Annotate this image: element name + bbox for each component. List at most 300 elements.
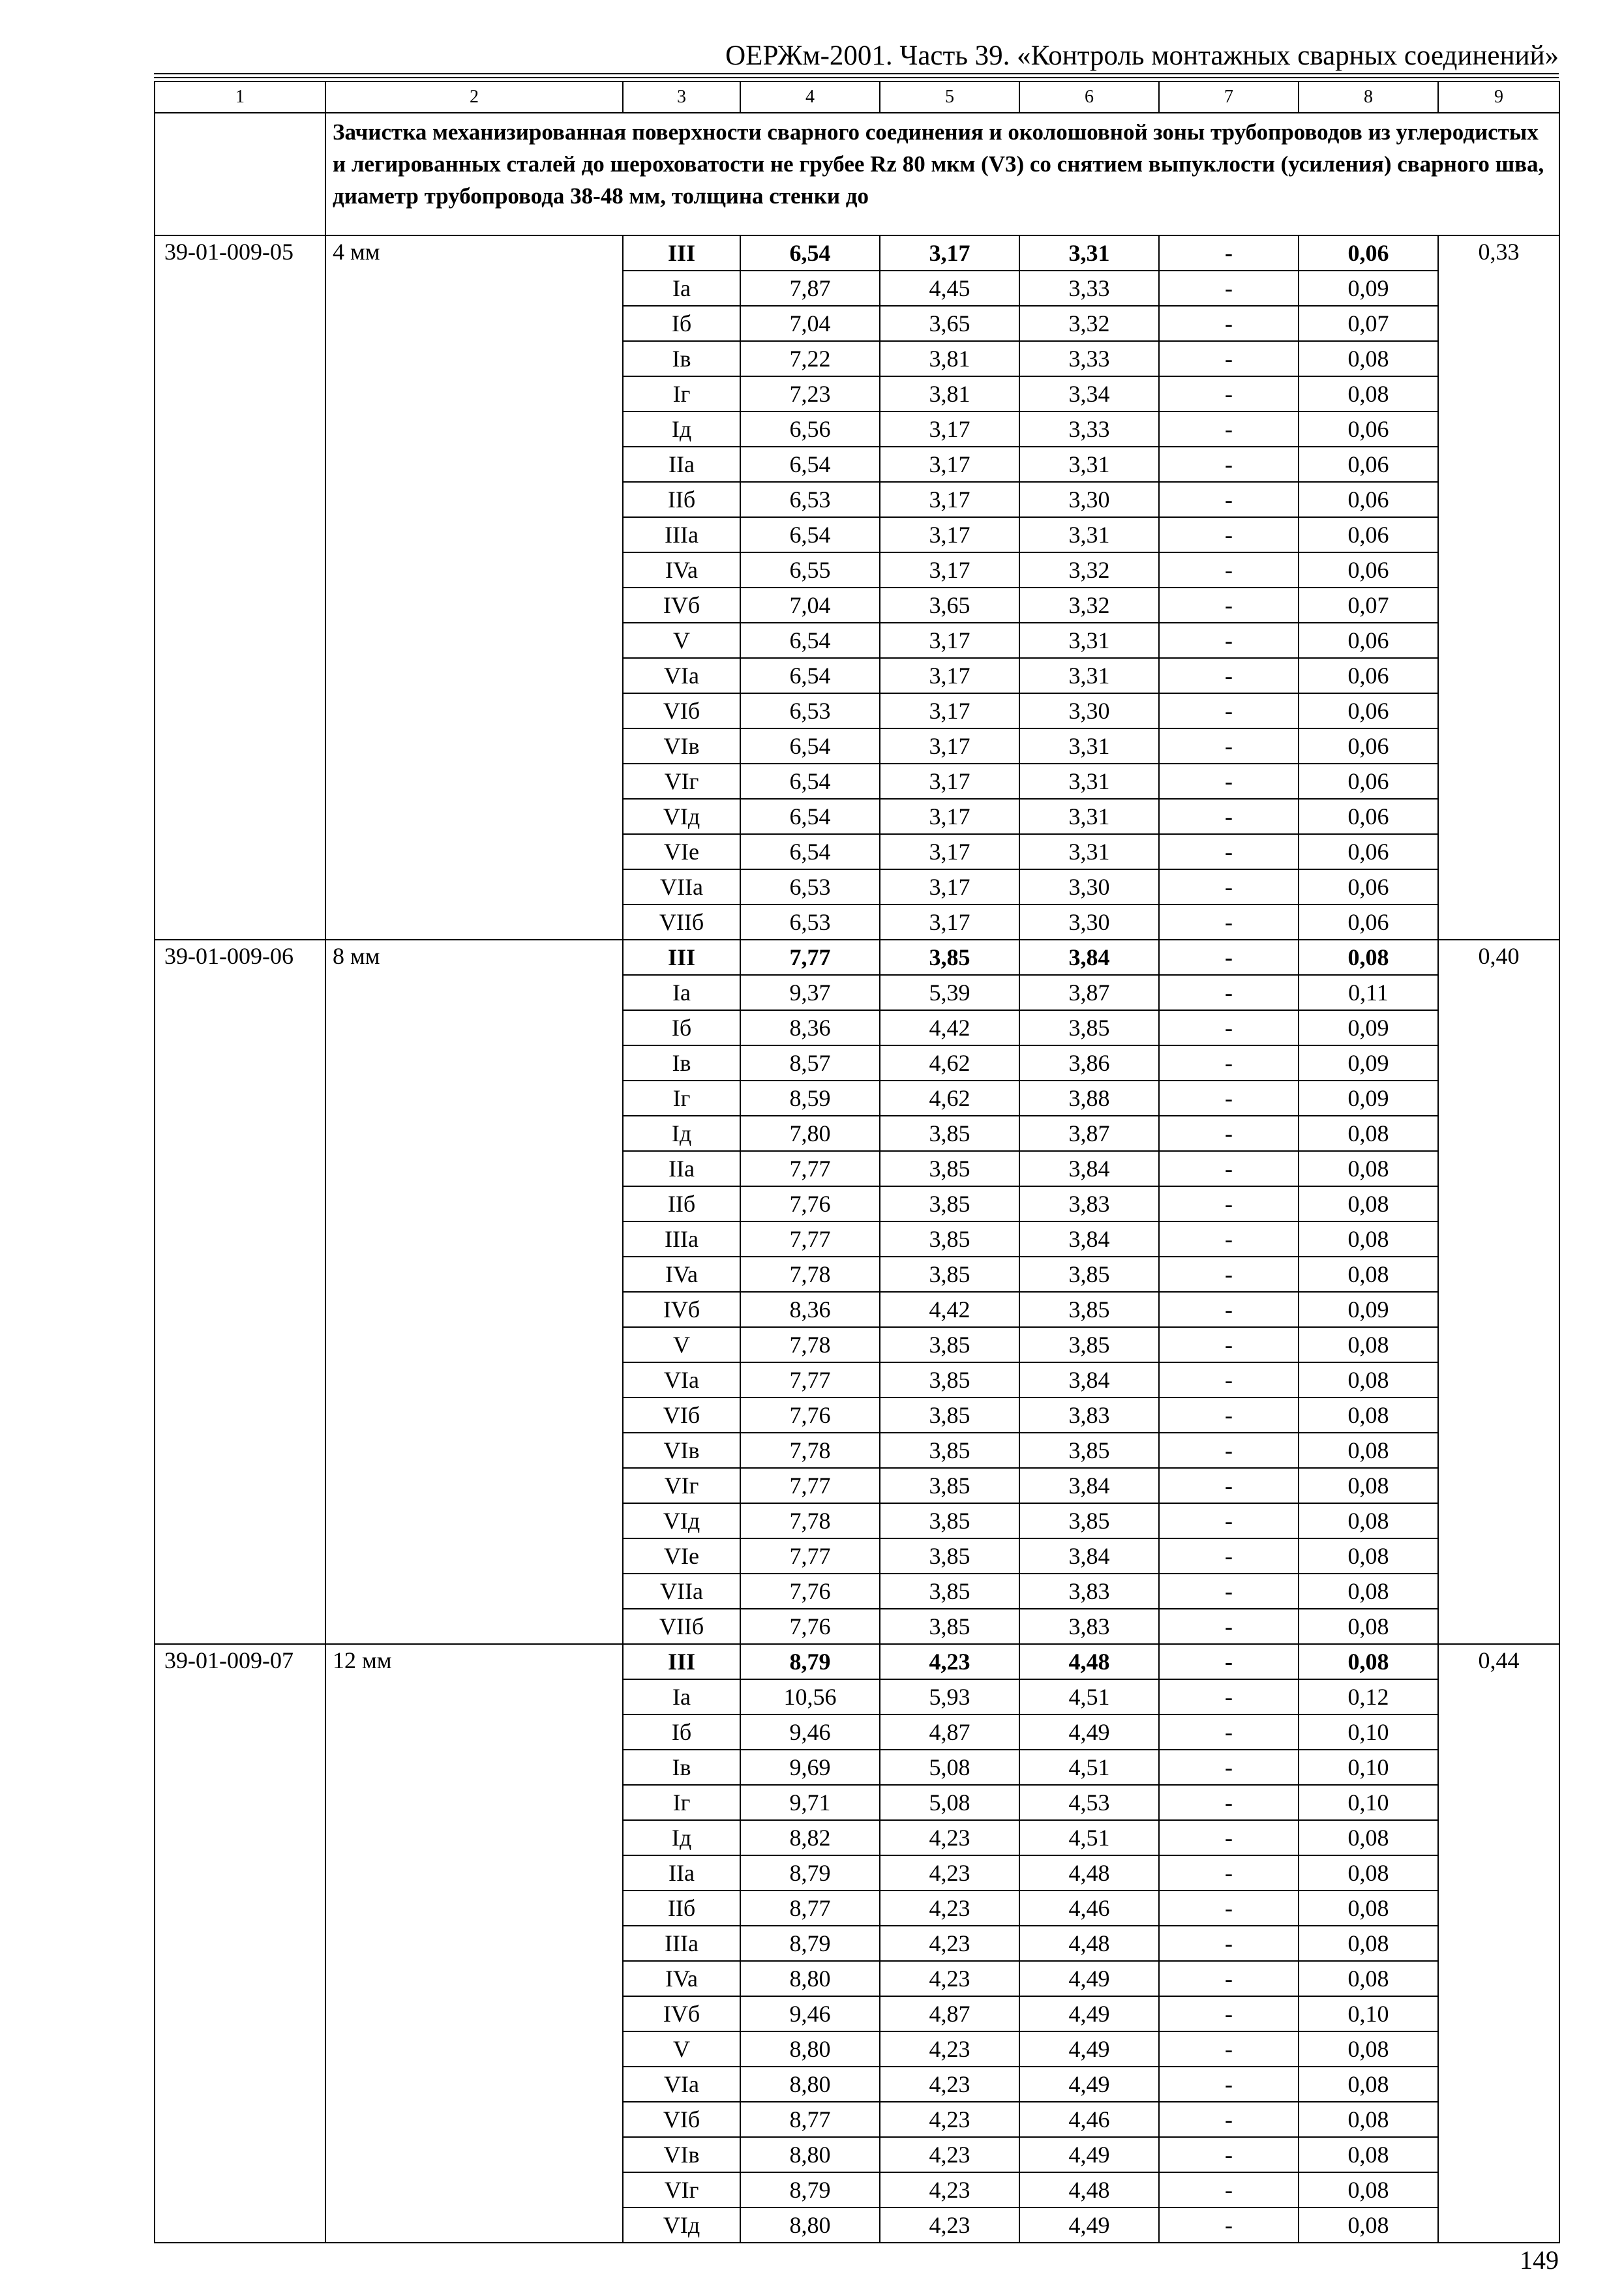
- value-col5: 4,23: [880, 2102, 1019, 2137]
- value-col6: 3,84: [1019, 940, 1159, 975]
- value-col5: 4,23: [880, 1961, 1019, 1996]
- value-col6: 4,49: [1019, 2067, 1159, 2102]
- value-col7: -: [1159, 552, 1299, 588]
- zone-cell: VIa: [623, 2067, 740, 2102]
- value-col8: 0,08: [1299, 1961, 1438, 1996]
- value-col8: 0,08: [1299, 1362, 1438, 1398]
- value-col6: 3,84: [1019, 1221, 1159, 1257]
- value-col6: 3,87: [1019, 1116, 1159, 1151]
- value-col6: 3,33: [1019, 341, 1159, 376]
- value-col5: 3,85: [880, 1362, 1019, 1398]
- value-col5: 4,23: [880, 1891, 1019, 1926]
- zone-cell: V: [623, 623, 740, 658]
- value-col4: 6,54: [740, 517, 880, 552]
- value-col4: 6,53: [740, 869, 880, 905]
- value-col8: 0,08: [1299, 1468, 1438, 1503]
- zone-cell: Iв: [623, 341, 740, 376]
- value-col5: 4,23: [880, 1644, 1019, 1679]
- zone-cell: IVб: [623, 588, 740, 623]
- zone-cell: IIa: [623, 1855, 740, 1891]
- value-col5: 3,17: [880, 447, 1019, 482]
- zone-cell: IVa: [623, 1961, 740, 1996]
- value-col6: 3,30: [1019, 482, 1159, 517]
- value-col5: 3,17: [880, 235, 1019, 271]
- value-col4: 6,54: [740, 623, 880, 658]
- value-col6: 3,85: [1019, 1327, 1159, 1362]
- value-col8: 0,06: [1299, 623, 1438, 658]
- zone-cell: Iд: [623, 1116, 740, 1151]
- value-col7: -: [1159, 1186, 1299, 1221]
- value-col4: 8,80: [740, 2067, 880, 2102]
- value-col7: -: [1159, 799, 1299, 834]
- value-col4: 6,55: [740, 552, 880, 588]
- value-col8: 0,08: [1299, 2067, 1438, 2102]
- value-col5: 3,17: [880, 411, 1019, 447]
- zone-cell: VIIб: [623, 1609, 740, 1644]
- value-col4: 8,79: [740, 1926, 880, 1961]
- zone-cell: V: [623, 1327, 740, 1362]
- zone-cell: IVa: [623, 552, 740, 588]
- value-col5: 3,17: [880, 482, 1019, 517]
- value-col4: 8,79: [740, 1644, 880, 1679]
- value-col8: 0,08: [1299, 2031, 1438, 2067]
- value-col6: 4,48: [1019, 1926, 1159, 1961]
- value-col7: -: [1159, 2137, 1299, 2172]
- zone-cell: IVб: [623, 1996, 740, 2031]
- value-col6: 3,31: [1019, 447, 1159, 482]
- rate-code: 39-01-009-07: [155, 1644, 325, 2243]
- value-col5: 4,23: [880, 2031, 1019, 2067]
- value-col7: -: [1159, 1010, 1299, 1045]
- value-col4: 8,80: [740, 2031, 880, 2067]
- value-col5: 3,17: [880, 552, 1019, 588]
- zone-cell: IVa: [623, 1257, 740, 1292]
- value-col4: 7,77: [740, 1151, 880, 1186]
- value-col5: 3,85: [880, 1221, 1019, 1257]
- header-rule-double: [154, 77, 1559, 78]
- value-col6: 4,48: [1019, 1644, 1159, 1679]
- value-col7: -: [1159, 1891, 1299, 1926]
- value-col8: 0,06: [1299, 658, 1438, 693]
- zone-cell: IIб: [623, 1186, 740, 1221]
- value-col8: 0,08: [1299, 1116, 1438, 1151]
- value-col6: 3,32: [1019, 306, 1159, 341]
- value-col4: 6,54: [740, 764, 880, 799]
- value-col8: 0,08: [1299, 940, 1438, 975]
- value-col7: -: [1159, 1327, 1299, 1362]
- value-col7: -: [1159, 1503, 1299, 1538]
- value-col8: 0,08: [1299, 341, 1438, 376]
- value-col5: 4,42: [880, 1010, 1019, 1045]
- value-col4: 7,78: [740, 1503, 880, 1538]
- value-col5: 3,85: [880, 940, 1019, 975]
- value-col4: 6,54: [740, 447, 880, 482]
- value-col8: 0,08: [1299, 1257, 1438, 1292]
- value-col7: -: [1159, 1961, 1299, 1996]
- value-col8: 0,10: [1299, 1996, 1438, 2031]
- value-col8: 0,12: [1299, 1679, 1438, 1714]
- value-col4: 7,78: [740, 1433, 880, 1468]
- value-col6: 4,49: [1019, 1996, 1159, 2031]
- value-col4: 7,77: [740, 1468, 880, 1503]
- zone-cell: III: [623, 940, 740, 975]
- value-col6: 3,85: [1019, 1257, 1159, 1292]
- value-col5: 3,17: [880, 728, 1019, 764]
- value-col7: -: [1159, 764, 1299, 799]
- value-col5: 3,85: [880, 1433, 1019, 1468]
- column-number: 2: [325, 82, 623, 113]
- zone-cell: VIa: [623, 1362, 740, 1398]
- column-number: 9: [1438, 82, 1559, 113]
- value-col8: 0,10: [1299, 1750, 1438, 1785]
- value-col6: 3,88: [1019, 1081, 1159, 1116]
- value-col7: -: [1159, 1151, 1299, 1186]
- zone-cell: VIв: [623, 1433, 740, 1468]
- value-col4: 6,54: [740, 728, 880, 764]
- value-col4: 7,77: [740, 940, 880, 975]
- value-col8: 0,06: [1299, 552, 1438, 588]
- zone-cell: Iв: [623, 1750, 740, 1785]
- value-col8: 0,08: [1299, 1221, 1438, 1257]
- value-col8: 0,06: [1299, 235, 1438, 271]
- value-col6: 3,84: [1019, 1362, 1159, 1398]
- value-col8: 0,06: [1299, 905, 1438, 940]
- value-col8: 0,08: [1299, 1327, 1438, 1362]
- value-col5: 5,93: [880, 1679, 1019, 1714]
- zone-cell: Ia: [623, 271, 740, 306]
- value-col4: 7,87: [740, 271, 880, 306]
- column-number: 8: [1299, 82, 1438, 113]
- column-number: 1: [155, 82, 325, 113]
- value-col7: -: [1159, 1362, 1299, 1398]
- value-col8: 0,06: [1299, 411, 1438, 447]
- value-col8: 0,08: [1299, 376, 1438, 411]
- zone-cell: III: [623, 1644, 740, 1679]
- value-col7: -: [1159, 1855, 1299, 1891]
- value-col7: -: [1159, 235, 1299, 271]
- value-col5: 4,87: [880, 1996, 1019, 2031]
- value-col5: 3,85: [880, 1503, 1019, 1538]
- value-col4: 9,46: [740, 1714, 880, 1750]
- value-col4: 6,54: [740, 799, 880, 834]
- value-col5: 3,85: [880, 1186, 1019, 1221]
- column-number-row: [155, 82, 1559, 113]
- value-col8: 0,11: [1299, 975, 1438, 1010]
- rates-table: [154, 81, 1560, 2243]
- value-col7: -: [1159, 2102, 1299, 2137]
- value-col4: 7,77: [740, 1362, 880, 1398]
- value-col7: -: [1159, 1574, 1299, 1609]
- value-col4: 7,23: [740, 376, 880, 411]
- value-col7: -: [1159, 2172, 1299, 2207]
- value-col7: -: [1159, 1996, 1299, 2031]
- zone-cell: Iв: [623, 1045, 740, 1081]
- value-col5: 3,65: [880, 306, 1019, 341]
- zone-cell: IIIa: [623, 1221, 740, 1257]
- zone-cell: VIв: [623, 2137, 740, 2172]
- value-col5: 3,81: [880, 341, 1019, 376]
- value-col6: 3,30: [1019, 693, 1159, 728]
- value-col8: 0,08: [1299, 2102, 1438, 2137]
- zone-cell: VIIa: [623, 1574, 740, 1609]
- value-col6: 3,86: [1019, 1045, 1159, 1081]
- value-col4: 8,77: [740, 2102, 880, 2137]
- value-col4: 7,76: [740, 1574, 880, 1609]
- column-number: 5: [880, 82, 1019, 113]
- value-col7: -: [1159, 1609, 1299, 1644]
- value-col7: -: [1159, 1433, 1299, 1468]
- zone-cell: VIб: [623, 2102, 740, 2137]
- column-number: 6: [1019, 82, 1159, 113]
- value-col5: 3,85: [880, 1398, 1019, 1433]
- value-col8: 0,08: [1299, 1609, 1438, 1644]
- value-col6: 3,33: [1019, 411, 1159, 447]
- value-col5: 3,17: [880, 693, 1019, 728]
- value-col6: 3,83: [1019, 1574, 1159, 1609]
- value-col7: -: [1159, 869, 1299, 905]
- zone-cell: VIд: [623, 2207, 740, 2243]
- zone-cell: VIa: [623, 658, 740, 693]
- value-col6: 3,85: [1019, 1292, 1159, 1327]
- value-col7: -: [1159, 306, 1299, 341]
- zone-cell: Ia: [623, 1679, 740, 1714]
- zone-cell: IIб: [623, 482, 740, 517]
- value-col5: 3,65: [880, 588, 1019, 623]
- value-col8: 0,08: [1299, 1574, 1438, 1609]
- zone-cell: VIв: [623, 728, 740, 764]
- value-col4: 7,76: [740, 1186, 880, 1221]
- value-col7: -: [1159, 834, 1299, 869]
- value-col8: 0,09: [1299, 1292, 1438, 1327]
- value-col4: 8,59: [740, 1081, 880, 1116]
- value-col6: 3,31: [1019, 764, 1159, 799]
- value-col7: -: [1159, 2067, 1299, 2102]
- value-col6: 3,33: [1019, 271, 1159, 306]
- value-col8: 0,07: [1299, 588, 1438, 623]
- value-col7: -: [1159, 1292, 1299, 1327]
- value-col7: -: [1159, 975, 1299, 1010]
- description-spacer: [155, 113, 325, 235]
- value-col5: 4,23: [880, 2172, 1019, 2207]
- zone-cell: VIд: [623, 799, 740, 834]
- zone-cell: III: [623, 235, 740, 271]
- value-col6: 3,83: [1019, 1609, 1159, 1644]
- value-col6: 3,85: [1019, 1010, 1159, 1045]
- value-col8: 0,06: [1299, 728, 1438, 764]
- value-col4: 8,79: [740, 1855, 880, 1891]
- value-col5: 3,17: [880, 764, 1019, 799]
- value-col8: 0,08: [1299, 2137, 1438, 2172]
- zone-cell: Iд: [623, 411, 740, 447]
- rate-code: 39-01-009-06: [155, 940, 325, 1644]
- value-col7: -: [1159, 1820, 1299, 1855]
- value-col7: -: [1159, 658, 1299, 693]
- value-col5: 4,23: [880, 2067, 1019, 2102]
- value-col8: 0,09: [1299, 1010, 1438, 1045]
- value-col6: 3,30: [1019, 905, 1159, 940]
- total-value: 0,44: [1438, 1644, 1559, 2243]
- value-col4: 8,36: [740, 1010, 880, 1045]
- value-col7: -: [1159, 1679, 1299, 1714]
- zone-cell: Iб: [623, 1714, 740, 1750]
- value-col5: 3,17: [880, 834, 1019, 869]
- value-col5: 4,23: [880, 1855, 1019, 1891]
- value-col8: 0,08: [1299, 1503, 1438, 1538]
- value-col4: 7,04: [740, 306, 880, 341]
- zone-cell: VIIб: [623, 905, 740, 940]
- value-col8: 0,06: [1299, 447, 1438, 482]
- value-col7: -: [1159, 1081, 1299, 1116]
- value-col7: -: [1159, 905, 1299, 940]
- value-col6: 4,46: [1019, 2102, 1159, 2137]
- value-col6: 3,84: [1019, 1151, 1159, 1186]
- value-col4: 7,76: [740, 1609, 880, 1644]
- value-col4: 8,80: [740, 1961, 880, 1996]
- value-col4: 9,69: [740, 1750, 880, 1785]
- value-col4: 6,53: [740, 693, 880, 728]
- value-col7: -: [1159, 517, 1299, 552]
- value-col5: 4,42: [880, 1292, 1019, 1327]
- value-col8: 0,08: [1299, 1538, 1438, 1574]
- value-col4: 6,54: [740, 658, 880, 693]
- value-col7: -: [1159, 2207, 1299, 2243]
- value-col6: 4,49: [1019, 1961, 1159, 1996]
- value-col4: 7,80: [740, 1116, 880, 1151]
- zone-cell: IIIa: [623, 517, 740, 552]
- value-col5: 4,23: [880, 2137, 1019, 2172]
- column-number: 4: [740, 82, 880, 113]
- zone-cell: V: [623, 2031, 740, 2067]
- header-rule: [154, 73, 1559, 74]
- value-col7: -: [1159, 1714, 1299, 1750]
- value-col8: 0,10: [1299, 1785, 1438, 1820]
- value-col7: -: [1159, 1221, 1299, 1257]
- value-col4: 8,57: [740, 1045, 880, 1081]
- value-col6: 3,85: [1019, 1433, 1159, 1468]
- value-col5: 4,62: [880, 1045, 1019, 1081]
- value-col4: 7,77: [740, 1221, 880, 1257]
- value-col8: 0,09: [1299, 1045, 1438, 1081]
- value-col7: -: [1159, 588, 1299, 623]
- value-col6: 3,31: [1019, 834, 1159, 869]
- value-col4: 8,79: [740, 2172, 880, 2207]
- value-col7: -: [1159, 1644, 1299, 1679]
- value-col6: 3,31: [1019, 623, 1159, 658]
- value-col7: -: [1159, 376, 1299, 411]
- value-col8: 0,06: [1299, 869, 1438, 905]
- value-col6: 4,46: [1019, 1891, 1159, 1926]
- value-col8: 0,08: [1299, 2172, 1438, 2207]
- value-col7: -: [1159, 271, 1299, 306]
- value-col6: 3,84: [1019, 1538, 1159, 1574]
- value-col4: 10,56: [740, 1679, 880, 1714]
- value-col4: 8,77: [740, 1891, 880, 1926]
- zone-cell: IIб: [623, 1891, 740, 1926]
- table-row: [155, 235, 1559, 271]
- description-row: [155, 113, 1559, 235]
- value-col4: 8,80: [740, 2137, 880, 2172]
- value-col5: 3,81: [880, 376, 1019, 411]
- value-col8: 0,06: [1299, 517, 1438, 552]
- value-col8: 0,06: [1299, 693, 1438, 728]
- value-col7: -: [1159, 1468, 1299, 1503]
- value-col4: 8,82: [740, 1820, 880, 1855]
- value-col4: 8,36: [740, 1292, 880, 1327]
- value-col7: -: [1159, 341, 1299, 376]
- value-col5: 3,85: [880, 1538, 1019, 1574]
- value-col6: 3,31: [1019, 799, 1159, 834]
- value-col7: -: [1159, 1785, 1299, 1820]
- value-col5: 4,23: [880, 1820, 1019, 1855]
- zone-cell: IVб: [623, 1292, 740, 1327]
- value-col8: 0,08: [1299, 1891, 1438, 1926]
- value-col7: -: [1159, 482, 1299, 517]
- value-col6: 4,49: [1019, 2207, 1159, 2243]
- value-col6: 3,31: [1019, 235, 1159, 271]
- value-col8: 0,08: [1299, 1433, 1438, 1468]
- value-col4: 6,54: [740, 235, 880, 271]
- value-col6: 3,30: [1019, 869, 1159, 905]
- value-col5: 3,85: [880, 1116, 1019, 1151]
- value-col4: 9,37: [740, 975, 880, 1010]
- table-row: [155, 1644, 1559, 1679]
- value-col8: 0,08: [1299, 1398, 1438, 1433]
- value-col6: 3,31: [1019, 728, 1159, 764]
- value-col7: -: [1159, 1398, 1299, 1433]
- zone-cell: IIa: [623, 447, 740, 482]
- value-col6: 4,49: [1019, 1714, 1159, 1750]
- value-col8: 0,09: [1299, 271, 1438, 306]
- running-header: ОЕРЖм-2001. Часть 39. «Контроль монтажных сварных соединений»: [725, 40, 1559, 71]
- value-col8: 0,08: [1299, 1151, 1438, 1186]
- value-col7: -: [1159, 2031, 1299, 2067]
- value-col4: 6,56: [740, 411, 880, 447]
- zone-cell: VIг: [623, 764, 740, 799]
- zone-cell: VIг: [623, 1468, 740, 1503]
- wall-thickness: 12 мм: [325, 1644, 623, 2243]
- value-col7: -: [1159, 447, 1299, 482]
- value-col8: 0,08: [1299, 1644, 1438, 1679]
- value-col8: 0,08: [1299, 1855, 1438, 1891]
- value-col5: 5,08: [880, 1750, 1019, 1785]
- value-col8: 0,08: [1299, 2207, 1438, 2243]
- value-col6: 3,83: [1019, 1186, 1159, 1221]
- value-col6: 3,32: [1019, 552, 1159, 588]
- value-col6: 4,51: [1019, 1820, 1159, 1855]
- zone-cell: IIIa: [623, 1926, 740, 1961]
- value-col4: 7,76: [740, 1398, 880, 1433]
- column-number: 3: [623, 82, 740, 113]
- value-col4: 9,46: [740, 1996, 880, 2031]
- value-col5: 4,87: [880, 1714, 1019, 1750]
- zone-cell: Iг: [623, 1081, 740, 1116]
- value-col5: 3,17: [880, 869, 1019, 905]
- zone-cell: Iб: [623, 306, 740, 341]
- value-col6: 3,31: [1019, 658, 1159, 693]
- value-col5: 3,17: [880, 623, 1019, 658]
- value-col6: 3,87: [1019, 975, 1159, 1010]
- value-col5: 3,85: [880, 1257, 1019, 1292]
- value-col8: 0,06: [1299, 764, 1438, 799]
- value-col5: 3,17: [880, 658, 1019, 693]
- zone-cell: VIб: [623, 1398, 740, 1433]
- total-value: 0,33: [1438, 235, 1559, 940]
- wall-thickness: 4 мм: [325, 235, 623, 940]
- value-col8: 0,06: [1299, 834, 1438, 869]
- value-col7: -: [1159, 623, 1299, 658]
- value-col6: 4,48: [1019, 1855, 1159, 1891]
- value-col4: 6,53: [740, 482, 880, 517]
